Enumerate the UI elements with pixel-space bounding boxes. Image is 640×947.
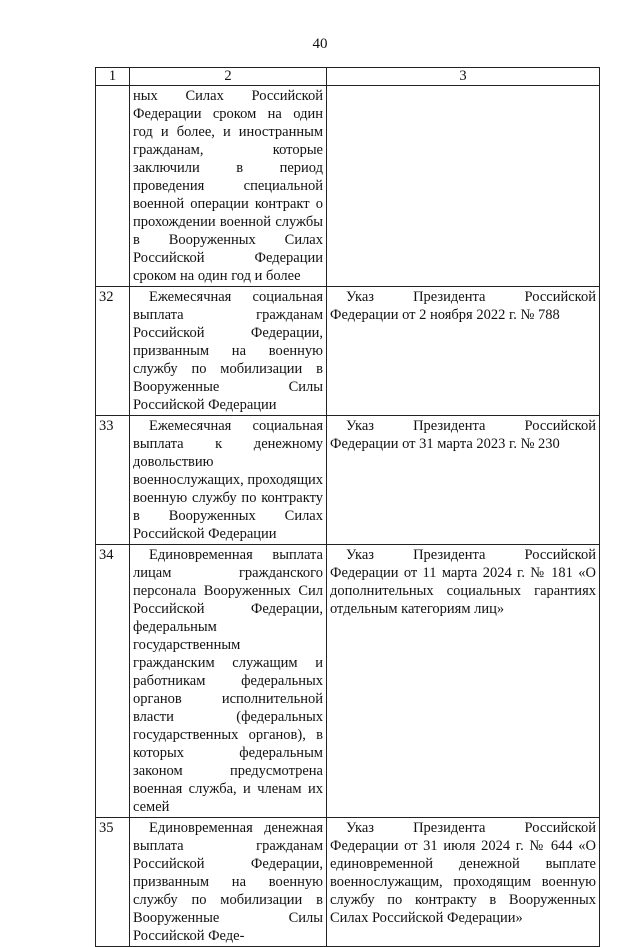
row-number: 35: [96, 818, 130, 947]
legal-basis-text: Указ Президента Российской Федерации от 2 ноября 2022 г. № 788: [330, 289, 596, 323]
payment-description: [130, 416, 327, 545]
table-row: [96, 86, 600, 287]
payment-description-text: Единовременная денежная выплата гражданам Российской Федерации, призванным на военную службу по мобилизации в Вооруженные Силы Российской Феде-: [133, 820, 323, 944]
legal-basis: [327, 818, 600, 947]
payment-description-text: Ежемесячная социальная выплата гражданам Российской Федерации, призванным на военную службу по мобилизации в Вооруженные Силы Российской Федерации: [133, 289, 323, 413]
payment-description-text: Единовременная выплата лицам гражданского персонала Вооруженных Сил Российской Федерации, федеральным государственным гражданским служащим и работникам федеральных органов исполнительной власти (федеральных государственных органов), в которых федеральным законом предусмотрена военная служба, и членам их семей: [133, 547, 323, 815]
legal-basis: [327, 86, 600, 287]
document-table: [95, 67, 600, 947]
legal-basis: [327, 416, 600, 545]
column-header-legal-basis: 3: [327, 68, 600, 86]
column-header-description: 2: [130, 68, 327, 86]
payment-description-text: Ежемесячная социальная выплата к денежному довольствию военнослужащих, проходящих военную службу по контракту в Вооруженных Силах Российской Федерации: [133, 418, 324, 542]
row-number: 33: [96, 416, 130, 545]
table-row: [96, 287, 600, 416]
page-number: 40: [312, 36, 328, 52]
table-row: [96, 416, 600, 545]
legal-basis-text: Указ Президента Российской Федерации от 11 марта 2024 г. № 181 «О дополнительных социальных гарантиях отдельным категориям лиц»: [330, 547, 596, 617]
payment-description: [130, 818, 327, 947]
row-number: 34: [96, 545, 130, 818]
table-row: [96, 545, 600, 818]
table-row: [96, 818, 600, 947]
payment-description: [130, 545, 327, 818]
column-header-number: 1: [96, 68, 130, 86]
payment-description: ных Силах Российской Федерации сроком на один год и более, и иностранным гражданам, которые заключили в период проведения специальной военной операции контракт о прохождении военной службы в Вооруженных Силах Российской Федерации сроком на один год и более: [130, 86, 327, 287]
legal-basis-text: Указ Президента Российской Федерации от 31 марта 2023 г. № 230: [330, 418, 596, 452]
table-header-row: [96, 68, 600, 86]
legal-basis: [327, 545, 600, 818]
legal-basis-text: Указ Президента Российской Федерации от 31 июля 2024 г. № 644 «О единовременной денежной выплате военнослужащим, проходящим военную службу по контракту в Вооруженных Силах Российской Федерации»: [330, 820, 596, 926]
legal-basis: [327, 287, 600, 416]
row-number: 32: [96, 287, 130, 416]
row-number: [96, 86, 130, 287]
payment-description: [130, 287, 327, 416]
